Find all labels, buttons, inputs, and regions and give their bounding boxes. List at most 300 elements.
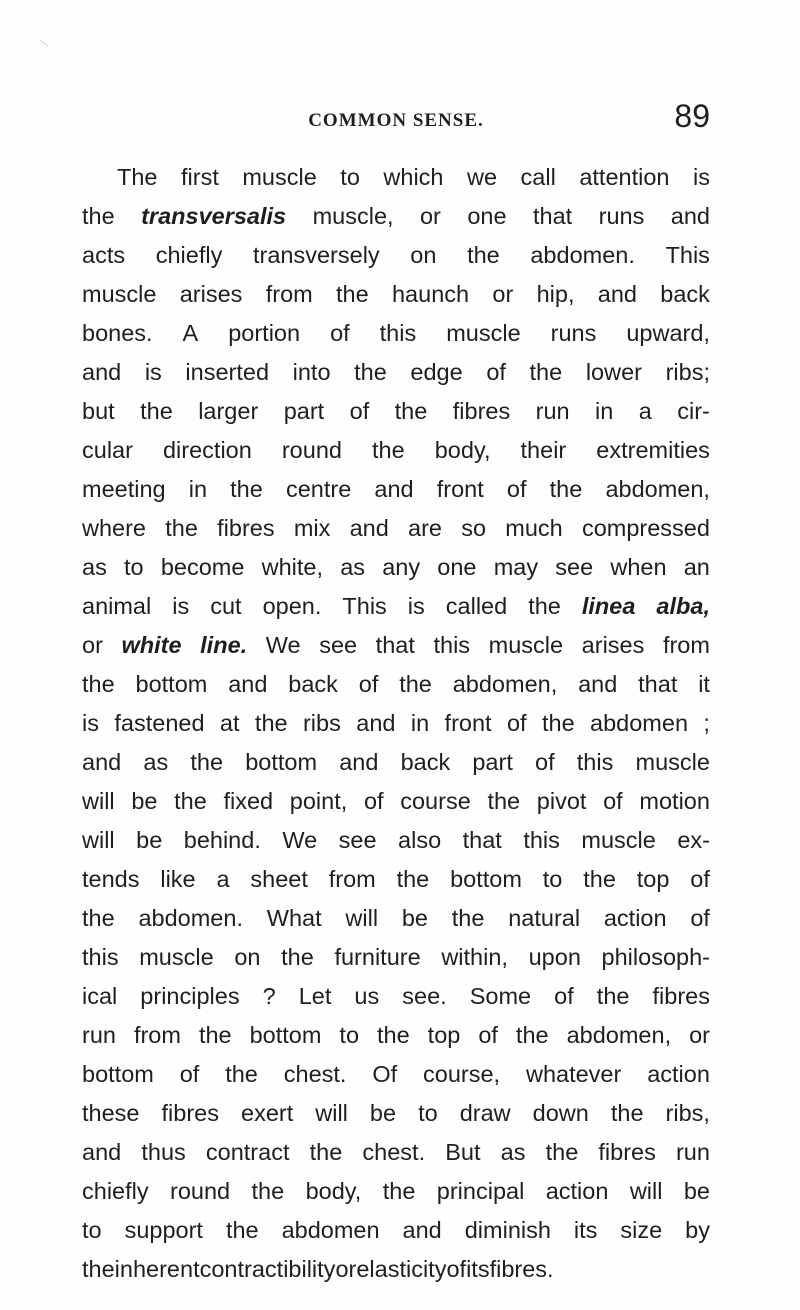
word: of [349,398,370,424]
text-line [82,314,710,353]
word: back [288,671,338,697]
word: from [662,632,710,658]
text-line [82,158,710,197]
word: pivot [536,788,587,814]
word: extremities [596,437,710,463]
word: as [500,1139,526,1165]
word: centre [285,476,352,502]
text-line [82,860,710,899]
text-line [82,899,710,938]
word: body, [434,437,491,463]
word: is [172,593,190,619]
word: ical [82,983,118,1009]
word: furniture [334,944,421,970]
word: of [363,788,384,814]
word: and [356,710,396,736]
word: haunch [391,281,470,307]
italic-word: linea [581,593,636,619]
word: the [254,710,288,736]
word: of [554,983,574,1009]
word: this [433,632,471,658]
word: called [445,593,508,619]
word: of [690,905,710,931]
word: muscle [488,632,564,658]
word: abdomen, [566,1022,672,1048]
text-line [82,431,710,470]
word: ribs, [665,1100,710,1126]
word: the [82,1256,115,1282]
word: also [398,827,442,853]
word: this [576,749,614,775]
word: will [82,827,115,853]
word: Some [469,983,532,1009]
word: or [492,281,514,307]
italic-word: white [121,632,182,658]
word: natural [508,905,581,931]
word: principles [140,983,240,1009]
word: bottom [450,866,522,892]
italic-word: line. [200,632,248,658]
text-line [82,938,710,977]
word: Let [298,983,332,1009]
word: see [338,827,377,853]
word: first [181,164,219,190]
word: and [597,281,637,307]
word: of [330,320,350,346]
word: muscle [242,164,317,190]
word: motion [639,788,710,814]
word: the [487,788,521,814]
text-line [82,353,710,392]
text-line [82,704,710,743]
word: round [281,437,342,463]
word: thus [141,1139,186,1165]
word: is [144,359,162,385]
word: are [408,515,442,541]
word: transversely [252,242,380,268]
word: the [174,788,207,814]
word: become [160,554,245,580]
word: the [610,1100,644,1126]
body-paragraph [82,158,710,1289]
word: be [683,1178,710,1204]
running-head [82,98,710,138]
word: any [382,554,421,580]
word: and [82,1139,122,1165]
word: front [444,710,492,736]
word: or [689,1022,710,1048]
word: of [603,788,623,814]
word: fixed [223,788,274,814]
word: behind. [183,827,261,853]
word: the [198,1022,232,1048]
word: portion [228,320,301,346]
word: and [349,515,389,541]
word: the [251,1178,285,1204]
page-number: 89 [674,98,710,134]
word: action [647,1061,710,1087]
word: the [140,398,173,424]
word: ? [262,983,276,1009]
word: compressed [581,515,710,541]
word: the [467,242,500,268]
word: as [143,749,169,775]
word: its [573,1217,598,1243]
word: one [467,203,507,229]
word: the [541,710,575,736]
word: attention [579,164,670,190]
word: exert [241,1100,294,1126]
word: this [523,827,560,853]
word: arises [581,632,645,658]
word: we [467,164,498,190]
word: front [436,476,484,502]
word: of [506,710,527,736]
text-line [82,665,710,704]
word: a [638,398,652,424]
word: of [486,359,506,385]
text-line [82,1016,710,1055]
text-line [82,1250,710,1289]
word: will [345,905,379,931]
word: one [437,554,477,580]
text-line [82,1211,710,1250]
word: edge [410,359,463,385]
word: muscle [139,944,214,970]
word: philosoph- [601,944,710,970]
word: and [82,749,122,775]
word: tends [82,866,140,892]
word: animal [82,593,152,619]
word: fastened [114,710,205,736]
word: fibres [452,398,511,424]
word: fibres [217,515,275,541]
word: and [670,203,710,229]
word: top [636,866,670,892]
word: draw [459,1100,511,1126]
word: muscle [446,320,521,346]
word: We [265,632,301,658]
text-line [82,977,710,1016]
word: ; [703,710,710,736]
word: open. [262,593,322,619]
word: meeting [82,476,166,502]
running-head-title: COMMON SENSE. [308,110,484,131]
word: But [445,1139,481,1165]
word: these [82,1100,140,1126]
word: which [383,164,444,190]
text-line [82,1094,710,1133]
word: and [339,749,379,775]
word: so [461,515,487,541]
word: upon [528,944,581,970]
word: of [358,671,379,697]
word: and [82,359,122,385]
word: is [692,164,710,190]
word: of [535,749,555,775]
word: fibres [598,1139,656,1165]
word: be [136,827,163,853]
word: much [505,515,563,541]
word: the [528,593,561,619]
text-line [82,821,710,860]
word: to [418,1100,438,1126]
word: to [542,866,563,892]
word: like [160,866,196,892]
word: to [124,554,144,580]
word: abdomen [281,1217,380,1243]
word: to [82,1217,102,1243]
word: as [340,554,366,580]
word: part [472,749,513,775]
word: bones. [82,320,153,346]
word: back [660,281,710,307]
word: runs [598,203,645,229]
text-line [82,392,710,431]
word: from [133,1022,181,1048]
word: the [382,1178,416,1204]
word: abdomen. [530,242,635,268]
word: chest. [362,1139,426,1165]
word: bottom [135,671,208,697]
word: the [399,671,432,697]
word: cir- [677,398,710,424]
word: bottom [82,1061,154,1087]
word: and [228,671,268,697]
word: and [578,671,618,697]
word: This [665,242,710,268]
word: or [419,203,441,229]
word: The [117,164,158,190]
word: the [281,944,314,970]
word: mix [293,515,331,541]
word: be [401,905,428,931]
word: the [230,476,263,502]
word: in [410,710,430,736]
word: this [82,944,119,970]
word: by [685,1217,710,1243]
word: be [131,788,158,814]
word: action [545,1178,609,1204]
word: of [179,1061,200,1087]
word: will [315,1100,348,1126]
word: cular [82,437,133,463]
word: is [82,710,99,736]
word: support [124,1217,203,1243]
word: or [82,632,103,658]
word: fibres [161,1100,219,1126]
word: chest. [283,1061,347,1087]
word: will [629,1178,663,1204]
word: ex- [677,827,710,853]
word: diminish [464,1217,551,1243]
word: acts [82,242,126,268]
word: the [190,749,224,775]
word: down [532,1100,589,1126]
text-line [82,1172,710,1211]
word: or [335,1256,357,1282]
word: muscle [635,749,710,775]
word: is [407,593,425,619]
word: point, [289,788,348,814]
word: ribs; [665,359,710,385]
word: ribs [302,710,341,736]
word: muscle [581,827,656,853]
italic-word: transversalis [141,203,287,229]
word: run [675,1139,710,1165]
text-line [82,626,710,665]
word: from [328,866,376,892]
word: course, [423,1061,501,1087]
word: run [535,398,570,424]
word: the [372,437,405,463]
word: of [478,1022,498,1048]
text-line [82,197,710,236]
word: part [283,398,325,424]
word: will [82,788,115,814]
word: the [82,671,115,697]
word: inserted [185,359,270,385]
word: abdomen. [138,905,243,931]
word: action [603,905,667,931]
italic-word: alba, [656,593,710,619]
word: but [82,398,115,424]
word: fibres. [489,1256,554,1282]
word: to [340,164,360,190]
word: larger [198,398,259,424]
word: A [182,320,199,346]
word: the [396,866,430,892]
word: contract [205,1139,290,1165]
word: the [165,515,198,541]
word: of [690,866,710,892]
text-line [82,236,710,275]
word: This [342,593,387,619]
word: course [400,788,471,814]
word: as [82,554,107,580]
text-line [82,782,710,821]
word: at [219,710,240,736]
word: hip, [536,281,575,307]
word: the [336,281,369,307]
scan-artifact [33,40,49,56]
word: abdomen [590,710,689,736]
text-line [82,275,710,314]
word: from [265,281,313,307]
word: principal [436,1178,525,1204]
text-line [82,587,710,626]
word: see [555,554,594,580]
word: chiefly [155,242,223,268]
word: Of [372,1061,398,1087]
word: on [234,944,261,970]
word: top [427,1022,461,1048]
word: where [82,515,147,541]
word: the [82,203,115,229]
word: bottom [245,749,318,775]
word: bottom [249,1022,322,1048]
word: into [292,359,331,385]
word: the [515,1022,549,1048]
word: chiefly [82,1178,149,1204]
word: that [462,827,502,853]
word: run [82,1022,116,1048]
word: lower [585,359,642,385]
word: call [520,164,556,190]
word: fibres [652,983,710,1009]
word: abdomen, [452,671,558,697]
word: muscle [82,281,157,307]
word: of [446,1256,467,1282]
word: upward, [626,320,710,346]
word: white, [261,554,323,580]
word: its [466,1256,490,1282]
word: us [354,983,380,1009]
word: that [375,632,415,658]
word: and [402,1217,442,1243]
word: arises [179,281,243,307]
text-line [82,548,710,587]
word: What [266,905,322,931]
word: direction [162,437,252,463]
word: inherent [114,1256,200,1282]
text-line [82,1055,710,1094]
word: round [170,1178,231,1204]
word: the [549,476,583,502]
word: the [583,866,616,892]
word: in [595,398,614,424]
word: when [610,554,667,580]
word: body, [305,1178,362,1204]
word: sheet [250,866,308,892]
word: whatever [525,1061,622,1087]
word: the [394,398,428,424]
word: abdomen, [605,476,710,502]
word: size [620,1217,663,1243]
word: a [216,866,230,892]
word: elasticity [356,1256,447,1282]
word: the [309,1139,343,1165]
word: on [410,242,437,268]
word: may [493,554,539,580]
word: their [520,437,567,463]
word: muscle, [312,203,394,229]
word: see [319,632,358,658]
word: the [545,1139,579,1165]
word: the [529,359,563,385]
word: be [369,1100,397,1126]
word: contractibility [199,1256,336,1282]
word: within, [441,944,508,970]
word: the [377,1022,410,1048]
word: the [82,905,115,931]
text-line [82,743,710,782]
word: this [379,320,417,346]
word: that [638,671,678,697]
text-line [82,1133,710,1172]
word: back [400,749,451,775]
word: We [282,827,318,853]
word: cut [210,593,242,619]
word: the [451,905,485,931]
text-line [82,470,710,509]
word: the [354,359,387,385]
word: and [374,476,414,502]
word: see. [402,983,447,1009]
word: of [506,476,527,502]
word: to [339,1022,360,1048]
word: runs [550,320,597,346]
